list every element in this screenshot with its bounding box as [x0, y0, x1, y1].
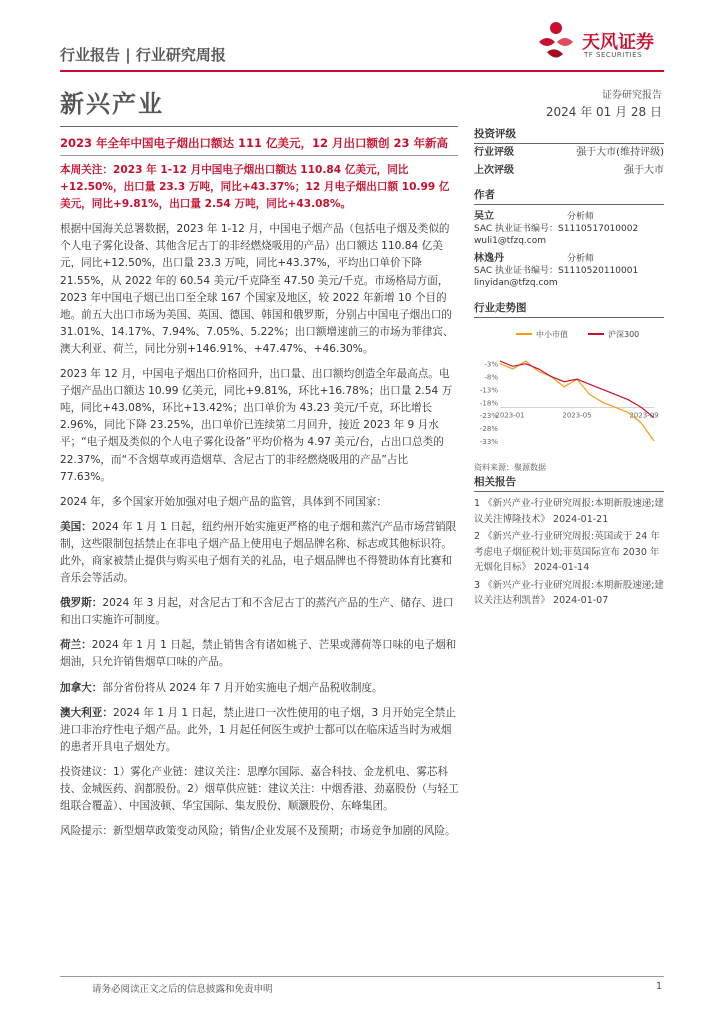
- author-email[interactable]: wuli1@tfzq.com: [474, 236, 547, 246]
- rating-label: 上次评级: [474, 165, 514, 176]
- author-block: [474, 253, 664, 289]
- report-subtitle: 2023 年全年中国电子烟出口额达 111 亿美元，12 月出口额创 23 年新高: [60, 136, 449, 150]
- subtitle-divider-bottom: [60, 155, 458, 156]
- related-item[interactable]: [474, 578, 664, 609]
- body-paragraph: 2024 年，多个国家开始加强对电子烟产品的监管，具体到不同国家：: [60, 495, 387, 508]
- footer-disclaimer: 请务必阅读正文之后的信息披露和免责申明: [92, 984, 273, 995]
- y-tick-label: -28%: [479, 425, 498, 433]
- focus-text: 2023 年 1-12 月中国电子烟出口额达 110.84 亿美元，同比+12.50%，出口量 23.3 万吨，同比+43.37%；12 月电子烟出口额 10.99 亿美元，同比+9.81%，出口量 2.54 万吨，同比+43.08%。: [60, 164, 450, 211]
- related-item-title[interactable]: 1 《新兴产业-行业研究周报:本期新股速递;建议关注博隆技术》: [474, 498, 664, 525]
- author-row: [474, 253, 594, 265]
- y-tick-label: -18%: [479, 399, 498, 408]
- related-list: [474, 496, 664, 609]
- x-tick-label: 2023-05: [562, 411, 592, 420]
- x-tick-label: 2023-09: [629, 411, 659, 420]
- logo-icon: [533, 18, 579, 64]
- country-paragraph-nl: [60, 637, 460, 671]
- authors-title: 作者: [474, 187, 664, 205]
- rating-title: 投资评级: [474, 126, 664, 144]
- related-item[interactable]: [474, 529, 664, 576]
- country-label: 俄罗斯：: [60, 597, 103, 610]
- series-line-csi300: [500, 361, 654, 418]
- rating-label: 行业评级: [474, 147, 514, 158]
- report-date: 2024 年 01 月 28 日: [545, 105, 662, 119]
- country-label: 加拿大：: [60, 681, 103, 694]
- authors-section: [474, 187, 664, 289]
- related-item-date: 2024-01-14: [534, 562, 590, 573]
- y-tick-label: -23%: [479, 412, 498, 421]
- industry-title: 新兴产业: [60, 90, 164, 118]
- chart-source: 资料来源：聚源数据: [474, 463, 546, 472]
- y-tick-label: -3%: [484, 360, 498, 369]
- country-paragraph-ru: [60, 595, 460, 629]
- author-row: [474, 211, 594, 223]
- country-text: 2024 年 3 月起，对含尼古丁和不含尼古丁的蒸汽产品的生产、储存、进口和出口实施许可制度。: [60, 597, 454, 627]
- x-tick-label: 2023-01: [495, 411, 525, 420]
- body-paragraph: 2023 年 12 月，中国电子烟出口价格回升，出口量、出口额均创造全年最高点。电子烟产品出口额达 10.99 亿美元，同比+9.81%，环比+16.78%；出口量 2.54 万吨，同比+43.08%，环比+13.42%；出口单价为 43.23 美元/千克，环比增长 2.96%，同比下降 23.25%，出口单价已连续第二月回升，接近 2023 年 9 月水平；“电子烟及类似的个人电子雾化设备”平均价格为 4.97 美元/台，占出口总类的 22.37%，而“不含烟草或再造烟草、含尼古丁的非经燃烧吸用的产品”占比 77.63%。: [60, 368, 453, 483]
- country-label: 美国：: [60, 520, 92, 533]
- country-paragraph-ca: [60, 680, 460, 697]
- author-role: 分析师: [566, 212, 594, 222]
- investment-advice: 投资建议：1）雾化产业链：建议关注：思摩尔国际、嘉合科技、金龙机电、雾芯科技、金城医药、润都股份。2）烟草供应链：建议关注：中烟香港、劲嘉股份（与轻工组联合覆盖）、中国波顿、华宝国际、集友股份、顺灏股份、东峰集团。: [60, 765, 459, 813]
- focus-label: 本周关注：: [60, 164, 113, 176]
- related-title: 相关报告: [474, 474, 664, 492]
- related-section: [474, 474, 664, 609]
- y-tick-label: -13%: [479, 386, 498, 395]
- rating-value: 强于大市: [624, 165, 664, 176]
- body-paragraph: 根据中国海关总署数据，2023 年 1-12 月，中国电子烟产品（包括电子烟及类似的个人电子雾化设备、其他含尼古丁的非经燃烧吸用的产品）出口额达 110.84 亿美元，同比+12.50%，出口量 23.3 万吨，同比+43.37%，平均出口单价下降 21.55%，从 2022 年的 60.54 美元/千克降至 47.50 美元/千克。市场格局方面，2023 年中国电子烟已出口至全球 167 个国家及地区，较 2022 年新增 10 个目的地。前五大出口市场为美国、英国、德国、韩国和俄罗斯，分别占中国电子烟出口的 31.01%、14.17%、7.94%、7.05%、5.22%；出口额增速前三的市场为菲律宾、澳大利亚、荷兰，同比分别+146.91%、+47.47%、+46.30%。: [60, 223, 454, 355]
- trend-title: 行业走势图: [474, 300, 664, 318]
- focus-paragraph: [60, 162, 460, 213]
- report-type: 证券研究报告: [602, 90, 662, 101]
- related-item[interactable]: [474, 496, 664, 527]
- y-tick-label: -33%: [479, 437, 498, 446]
- author-name: 吴立: [474, 211, 494, 222]
- trend-section: [474, 300, 664, 473]
- country-label: 澳大利亚：: [60, 706, 113, 719]
- industry-rating-row: [474, 144, 664, 162]
- country-text: 2024 年 1 月 1 日起，纽约州开始实施更严格的电子烟和蒸汽产品市场营销限制，这些限制包括禁止在非电子烟产品上使用电子烟品牌名称、标志或其他标识符。此外，商家被禁止提供与购买电子烟有关的礼品，电子烟品牌也不得赞助体育比赛和音乐会等活动。: [60, 520, 457, 585]
- country-text: 部分省份将从 2024 年 7 月开始实施电子烟产品税收制度。: [102, 681, 383, 694]
- y-tick-label: -8%: [484, 373, 498, 382]
- rating-value: 强于大市(维持评级): [576, 147, 664, 158]
- report-category: 行业报告 | 行业研究周报: [60, 46, 226, 64]
- author-role: 分析师: [566, 254, 594, 264]
- related-item-title[interactable]: 3 《新兴产业-行业研究周报:本期新股速递;建议关注达利凯普》: [474, 579, 664, 606]
- country-text: 2024 年 1 月 1 日起，禁止销售含有诸如桃子、芒果或薄荷等口味的电子烟和烟油，只允许销售烟草口味的产品。: [60, 639, 457, 669]
- main-body: [60, 162, 460, 848]
- country-label: 荷兰：: [60, 639, 92, 652]
- subtitle-divider-top: [60, 126, 458, 127]
- logo-text: 天风证券: [582, 32, 654, 53]
- author-block: [474, 211, 664, 247]
- header-divider: [60, 70, 664, 72]
- logo-subtext: TF SECURITIES: [584, 51, 643, 59]
- legend-label: 中小市值: [536, 330, 568, 339]
- related-item-title[interactable]: 2 《新兴产业-行业研究周报:英国或于 24 年考虑电子烟征税计划;菲莫国际宣布 2030 年无烟化目标》: [474, 531, 660, 573]
- related-item-date: 2024-01-21: [553, 513, 609, 525]
- author-cert: SAC 执业证书编号：S1110520110001: [474, 266, 639, 276]
- country-paragraph-us: [60, 519, 460, 587]
- prev-rating-row: [474, 162, 664, 180]
- footer-divider: [60, 976, 664, 977]
- author-email[interactable]: linyidan@tfzq.com: [474, 278, 558, 288]
- related-item-date: 2024-01-07: [553, 595, 609, 606]
- rating-section: [474, 126, 664, 180]
- trend-chart: [474, 322, 664, 452]
- risk-warning: 风险提示：新型烟草政策变动风险；销售/企业发展不及预期；市场竞争加剧的风险。: [60, 825, 456, 838]
- page-number: 1: [655, 981, 662, 992]
- author-cert: SAC 执业证书编号：S1110517010002: [474, 224, 639, 234]
- country-text: 2024 年 1 月 1 日起，禁止进口一次性使用的电子烟，3 月开始完全禁止进口非治疗性电子烟产品。此外，1 月起任何医生或护士都可以在临床适当时为戒烟的患者开具电子烟处方。: [60, 706, 456, 753]
- legend-label: 沪深300: [608, 330, 640, 339]
- country-paragraph-au: [60, 705, 460, 756]
- author-name: 林逸丹: [474, 253, 504, 264]
